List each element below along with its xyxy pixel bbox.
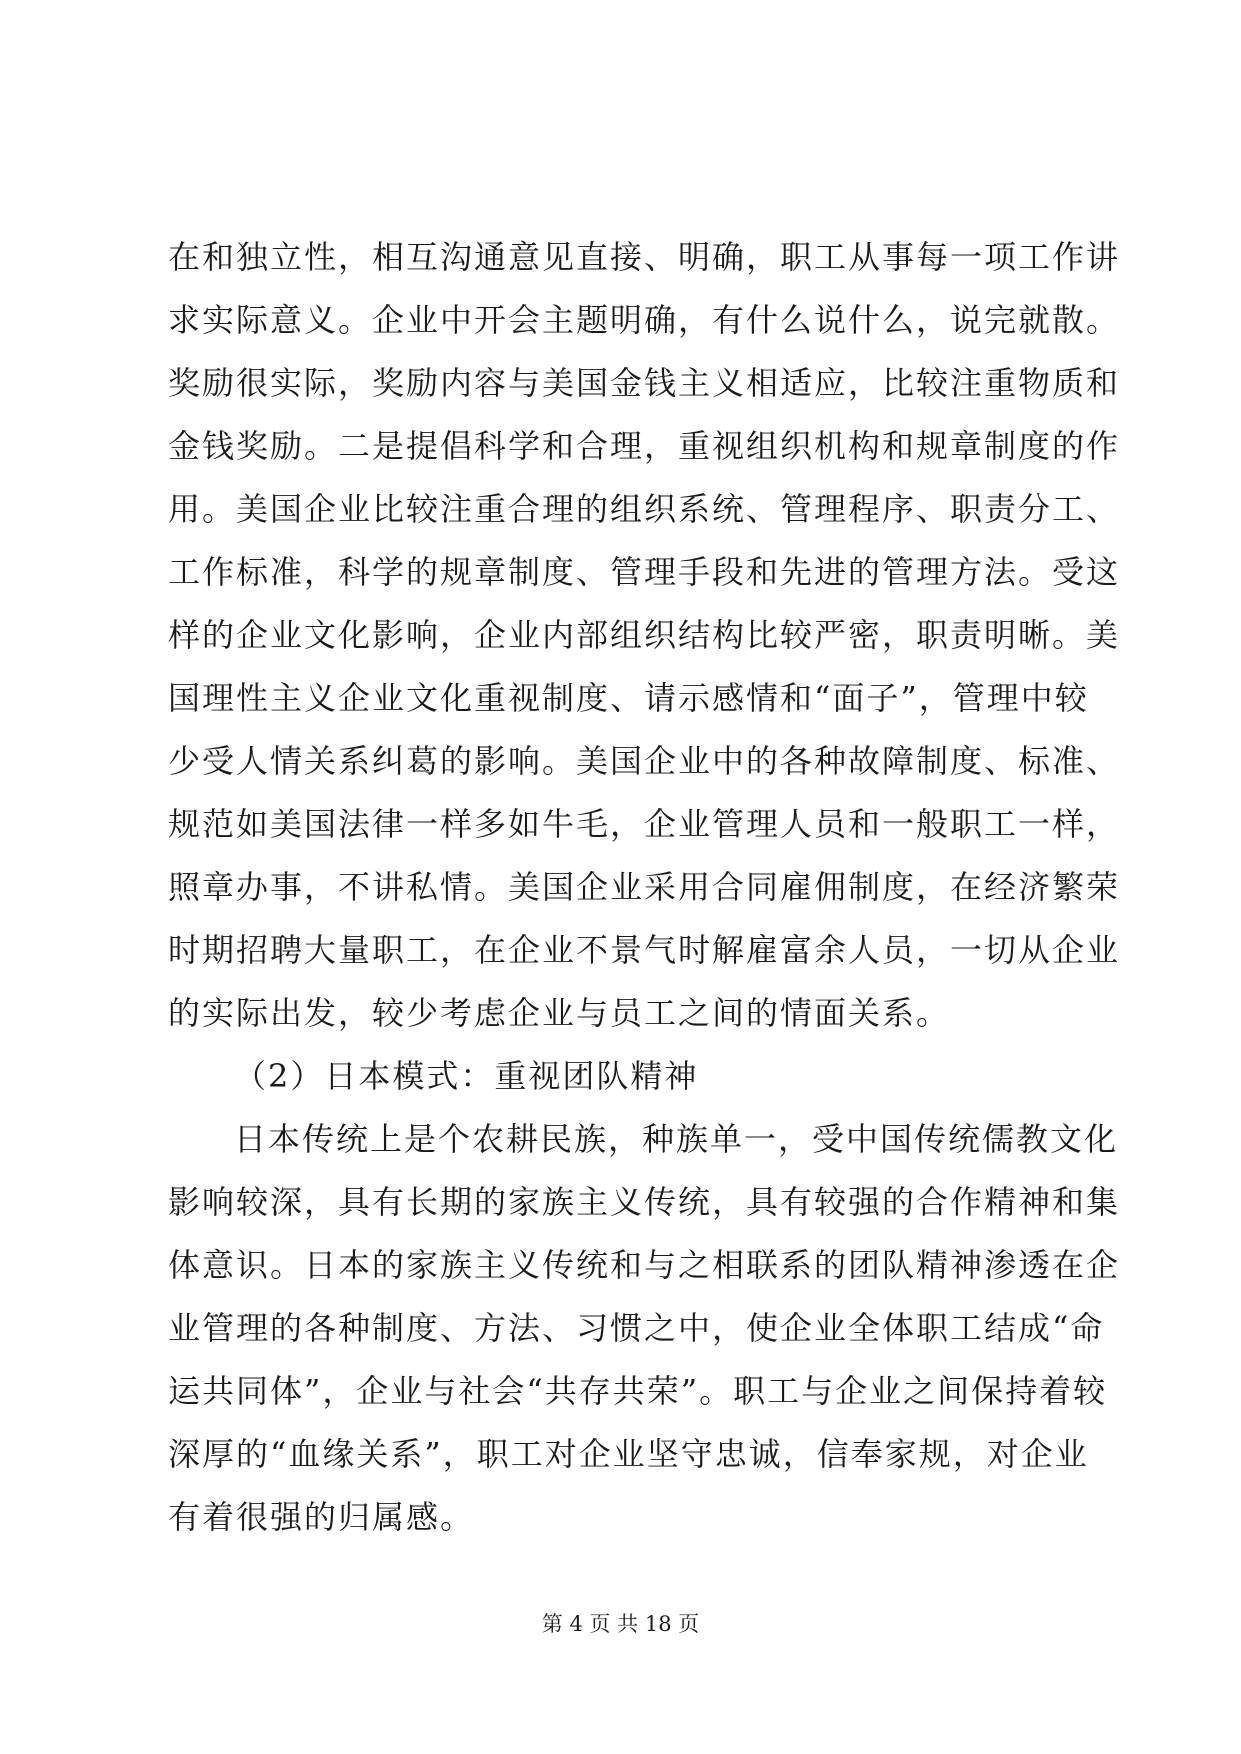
paragraph-line: 运共同体”，企业与社会“共存共荣”。职工与企业之间保持着较	[168, 1372, 1108, 1410]
paragraph-line: 业管理的各种制度、方法、习惯之中，使企业全体职工结成“命	[168, 1309, 1105, 1347]
paragraph-line: 用。美国企业比较注重合理的组织系统、管理程序、职责分工、	[168, 490, 1121, 528]
paragraph-line: 奖励很实际，奖励内容与美国金钱主义相适应，比较注重物质和	[168, 364, 1121, 402]
paragraph-line: 样的企业文化影响，企业内部组织结构比较严密，职责明晰。美	[168, 616, 1121, 654]
paragraph-line: 少受人情关系纠葛的影响。美国企业中的各种故障制度、标准、	[168, 742, 1121, 780]
paragraph-line: 深厚的“血缘关系”，职工对企业坚守忠诚，信奉家规，对企业	[168, 1435, 1089, 1473]
paragraph-line: 金钱奖励。二是提倡科学和合理，重视组织机构和规章制度的作	[168, 427, 1121, 465]
paragraph-line: 求实际意义。企业中开会主题明确，有什么说什么，说完就散。	[168, 301, 1121, 339]
paragraph-line: 的实际出发，较少考虑企业与员工之间的情面关系。	[168, 994, 951, 1032]
paragraph-line: 规范如美国法律一样多如牛毛，企业管理人员和一般职工一样，	[168, 805, 1121, 843]
paragraph-line: 照章办事，不讲私情。美国企业采用合同雇佣制度，在经济繁荣	[168, 868, 1121, 906]
paragraph-line: 体意识。日本的家族主义传统和与之相联系的团队精神渗透在企	[168, 1246, 1121, 1284]
page-number-footer: 第 4 页 共 18 页	[541, 1612, 700, 1636]
paragraph-line: 影响较深，具有长期的家族主义传统，具有较强的合作精神和集	[168, 1183, 1121, 1221]
paragraph-line: 日本传统上是个农耕民族，种族单一，受中国传统儒教文化	[234, 1120, 1119, 1158]
paragraph-line: 有着很强的归属感。	[168, 1498, 475, 1536]
paragraph-line: 在和独立性，相互沟通意见直接、明确，职工从事每一项工作讲	[168, 238, 1121, 276]
paragraph-line: 国理性主义企业文化重视制度、请示感情和“面子”，管理中较	[168, 679, 1089, 717]
paragraph-line: 工作标准，科学的规章制度、管理手段和先进的管理方法。受这	[168, 553, 1121, 591]
paragraph-line: 时期招聘大量职工，在企业不景气时解雇富余人员，一切从企业	[168, 931, 1121, 969]
section-heading: （2）日本模式：重视团队精神	[234, 1057, 699, 1095]
